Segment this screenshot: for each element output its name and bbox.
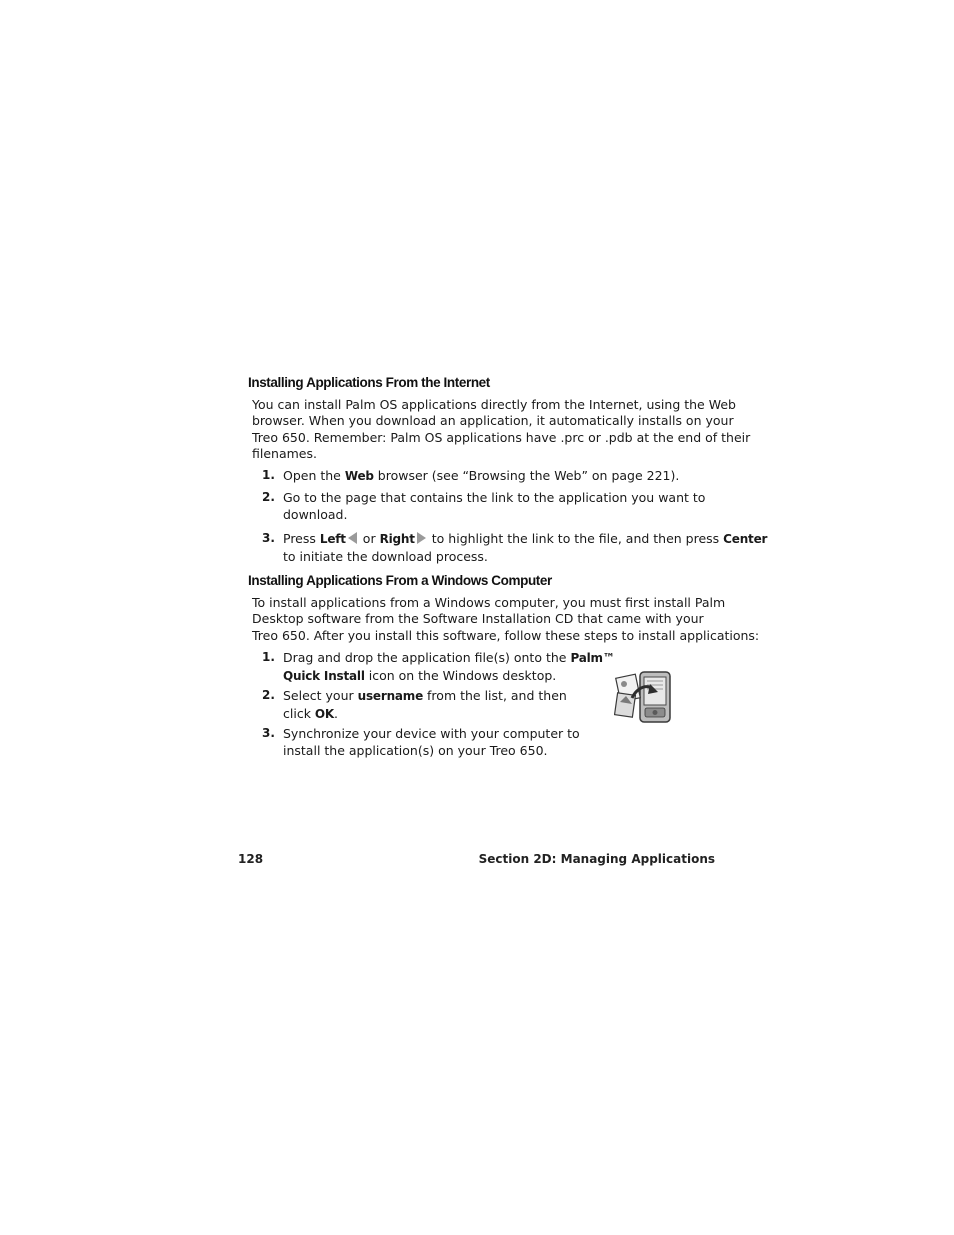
- step-text: [283, 687, 567, 723]
- page-number: 128: [238, 852, 264, 866]
- step-number: 1.: [262, 650, 275, 664]
- intro-line: filenames.: [252, 445, 317, 461]
- quick-install-icon: [614, 668, 674, 726]
- step-text: [283, 467, 679, 485]
- step-number: 3.: [262, 531, 275, 545]
- text: click: [283, 706, 315, 721]
- text-line: download.: [283, 507, 348, 522]
- text-line: [283, 530, 767, 548]
- ok-label: OK: [314, 707, 335, 721]
- right-arrow-icon: [417, 532, 426, 544]
- text: or: [358, 531, 380, 546]
- intro-paragraph-internet: [252, 397, 750, 462]
- step-number: 3.: [262, 726, 275, 740]
- text-line: [283, 667, 615, 685]
- step-text: [283, 649, 615, 685]
- web-app-name: Web: [344, 469, 374, 483]
- intro-line: browser. When you download an application, it automatically installs on your: [252, 413, 734, 429]
- section-heading-windows: Installing Applications From a Windows Computer: [248, 573, 552, 588]
- text-line: [283, 687, 567, 705]
- text: Open the: [283, 468, 345, 483]
- text: .: [334, 706, 338, 721]
- section-title: Section 2D: Managing Applications: [478, 852, 715, 866]
- palm-label: Palm™: [570, 651, 615, 665]
- left-arrow-icon: [348, 532, 357, 544]
- text: to highlight the link to the file, and then press: [427, 531, 724, 546]
- step-number: 1.: [262, 468, 275, 482]
- step-text: [283, 489, 705, 523]
- text: browser (see “Browsing the Web” on page 221).: [373, 468, 680, 483]
- center-key-label: Center: [723, 532, 768, 546]
- text-line: Synchronize your device with your computer to: [283, 726, 580, 741]
- intro-line: Desktop software from the Software Installation CD that came with your: [252, 611, 704, 627]
- username-label: username: [357, 689, 424, 703]
- text-line: to initiate the download process.: [283, 549, 488, 564]
- text: from the list, and then: [423, 688, 567, 703]
- intro-line: To install applications from a Windows computer, you must first install Palm: [252, 595, 726, 610]
- intro-line: You can install Palm OS applications directly from the Internet, using the Web: [252, 397, 736, 412]
- text: Press: [283, 531, 320, 546]
- text: icon on the Windows desktop.: [364, 668, 557, 683]
- text-line: [283, 649, 615, 667]
- text: Drag and drop the application file(s) onto the: [283, 650, 571, 665]
- intro-paragraph-windows: [252, 595, 759, 644]
- text-line: install the application(s) on your Treo 650.: [283, 743, 548, 758]
- step-text: [283, 530, 767, 565]
- section-heading-internet: Installing Applications From the Internet: [248, 375, 490, 390]
- step-text: [283, 725, 580, 759]
- intro-line: Treo 650. After you install this software, follow these steps to install applications:: [252, 627, 760, 643]
- text: Select your: [283, 688, 358, 703]
- right-key-label: Right: [379, 532, 415, 546]
- quick-install-label: Quick Install: [283, 669, 365, 683]
- intro-line: Treo 650. Remember: Palm OS applications have .prc or .pdb at the end of their: [252, 429, 751, 445]
- text-line: [283, 705, 567, 723]
- text-line: Go to the page that contains the link to the application you want to: [283, 490, 706, 505]
- left-key-label: Left: [319, 532, 346, 546]
- step-number: 2.: [262, 490, 275, 504]
- step-number: 2.: [262, 688, 275, 702]
